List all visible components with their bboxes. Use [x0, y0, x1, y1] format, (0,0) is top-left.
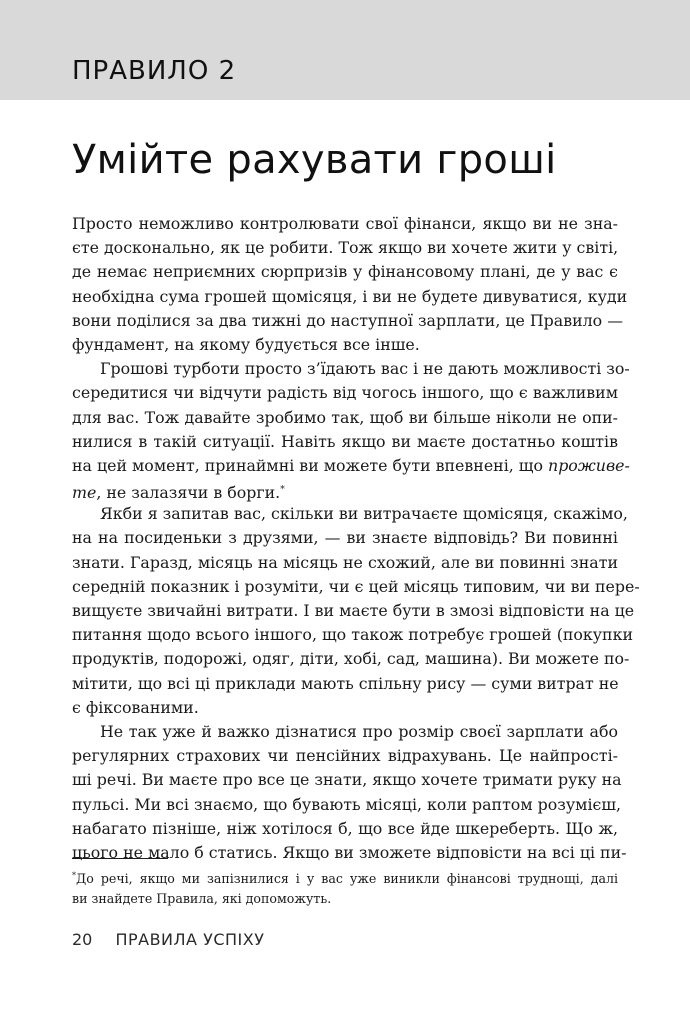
paragraph-1-line-5: вони поділися за два тижні до наступної зарплати, це Правило — [72, 310, 624, 330]
paragraph-3-line-8: мітити, що всі ці приклади мають спільну рису — суми витрат не [72, 673, 619, 693]
paragraph-2-line-6 [72, 478, 618, 502]
paragraph-1-line-4: необхідна сума грошей щомісяця, і ви не будете дивуватися, куди [72, 286, 628, 306]
paragraph-3-line-7: продуктів, подорожі, одяг, діти, хобі, сад, машина). Ви можете по- [72, 649, 630, 669]
page-footer [72, 930, 264, 950]
page-number: 20 [72, 930, 93, 949]
footnote-line-2 [72, 889, 618, 909]
running-book-title: ПРАВИЛА УСПІХУ [115, 930, 265, 949]
body-text [72, 212, 640, 865]
rule-label: ПРАВИЛО 2 [72, 56, 237, 86]
paragraph-3-line-6: питання щодо всього іншого, що також потребує грошей (покупки [72, 625, 633, 645]
footnote-mark: * [72, 871, 76, 880]
paragraph-2-line-6-italic: те [72, 483, 97, 503]
footnote-line-1 [72, 866, 618, 889]
footnote [72, 866, 618, 909]
paragraph-2-line-5 [72, 454, 630, 478]
paragraph-2-line-3: для вас. Тож давайте зробимо так, щоб ви більше ніколи не опи- [72, 407, 618, 427]
paragraph-2-line-2: середитися чи відчути радість від чогось іншого, що є важливим [72, 383, 618, 403]
paragraph-4-line-2: регулярних страхових чи пенсійних відрахувань. Це найпрості- [72, 746, 618, 766]
paragraph-1-line-3: де немає неприємних сюрпризів у фінансовому плані, де у вас є [72, 262, 618, 282]
chapter-title: Умійте рахувати гроші [72, 137, 557, 183]
paragraph-4-line-4: пульсі. Ми всі знаємо, що бувають місяці, коли раптом розумієш, [72, 794, 622, 814]
footnote-text-1: До речі, якщо ми запізнилися і у вас уже виникли фінансові труднощі, далі [76, 871, 618, 886]
paragraph-3-line-9: є фіксованими. [72, 697, 199, 717]
footnote-divider [72, 858, 168, 859]
paragraph-2-line-4: нилися в такій ситуації. Навіть якщо ви маєте достатньо коштів [72, 431, 618, 451]
paragraph-4-line-5: набагато пізніше, ніж хотілося б, що все йде шкереберть. Що ж, [72, 818, 618, 838]
paragraph-3-line-4: середній показник і розуміти, чи є цей місяць типовим, чи ви пере- [72, 576, 640, 596]
paragraph-2-line-5-italic: проживе- [548, 455, 630, 475]
paragraph-1-line-6: фундамент, на якому будується все інше. [72, 334, 420, 354]
paragraph-1-line-2: єте досконально, як це робити. Тож якщо ви хочете жити у світі, [72, 238, 619, 258]
paragraph-3-line-2: на на посиденьки з друзями, — ви знаєте відповідь? Ви повинні [72, 528, 618, 548]
paragraph-4-line-1: Не так уже й важко дізнатися про розмір своєї зарплати або [100, 721, 618, 741]
paragraph-3-line-1: Якби я запитав вас, скільки ви витрачаєте щомісяця, скажімо, [100, 504, 628, 524]
footnote-text-2: ви знайдете Правила, які допоможуть. [72, 891, 332, 906]
paragraph-3-line-5: вищуєте звичайні витрати. І ви маєте бути в змозі відповісти на це [72, 601, 635, 620]
paragraph-2-line-5-start: на цей момент, принаймні ви можете бути впевнені, що [72, 455, 549, 475]
paragraph-3-line-3: знати. Гаразд, місяць на місяць не схожий, але ви повинні знати [72, 552, 618, 572]
paragraph-4-line-3: ші речі. Ви маєте про все це знати, якщо хочете тримати руку на [72, 770, 622, 790]
paragraph-1-line-1: Просто неможливо контролювати свої фінанси, якщо ви не зна- [72, 214, 618, 233]
paragraph-2-line-1: Грошові турботи просто з’їдають вас і не дають можливості зо- [100, 359, 630, 379]
paragraph-4-line-6: цього не мало б статись. Якщо ви зможете відповісти на всі ці пи- [72, 842, 627, 862]
paragraph-2-line-6-rest: , не залазячи в борги. [96, 483, 281, 503]
footnote-reference-mark: * [280, 485, 285, 496]
